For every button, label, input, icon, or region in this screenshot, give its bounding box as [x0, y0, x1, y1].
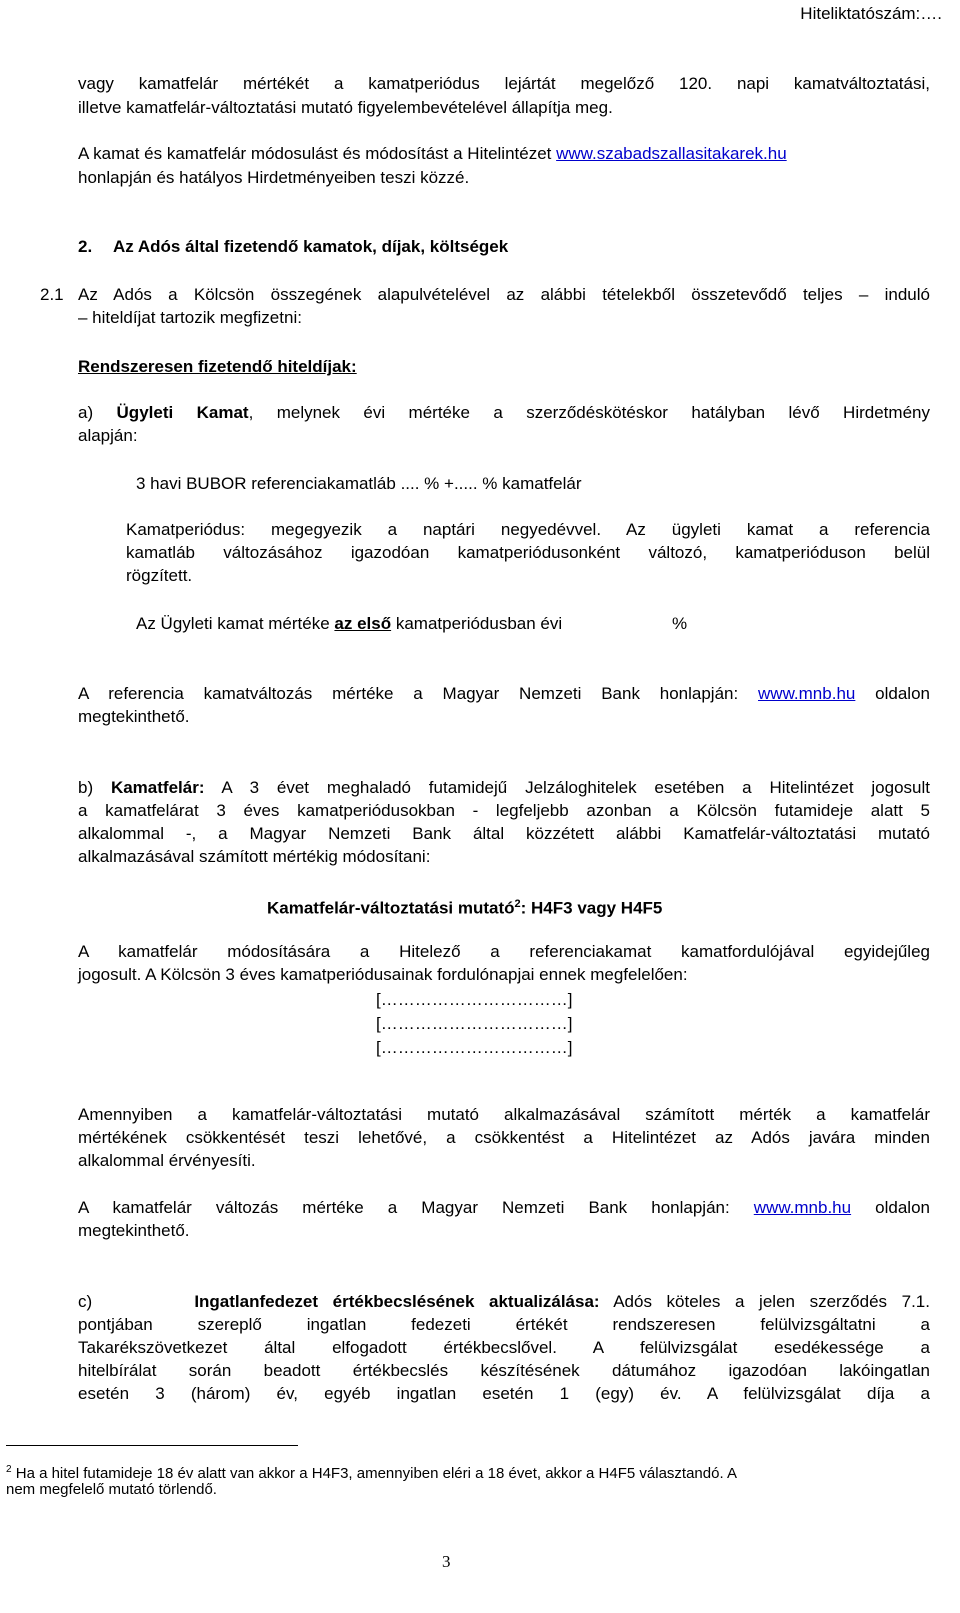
section-number: 2.	[78, 237, 93, 256]
reference-rate-line-1: A referencia kamatváltozás mértéke a Magyar Nemzeti Bank honlapján: www.mnb.hu oldalon	[78, 684, 930, 703]
mnb-link-2[interactable]: www.mnb.hu	[753, 1198, 852, 1217]
margin-change-ref-line-2: megtekinthető.	[78, 1221, 190, 1240]
margin-index-heading: Kamatfelár-változtatási mutató$^2$: H4F3 vagy H4F5	[267, 898, 663, 918]
footnote-separator	[6, 1445, 298, 1446]
item-c-line-1: c) Ingatlanfedezet értékbecslésének aktualizálása: Adós köteles a jelen szerződés 7.1.	[78, 1292, 930, 1311]
first-period-percent: %	[672, 614, 688, 633]
interest-period-line-3: rögzített.	[126, 566, 193, 585]
item-b-line-3: alkalommal -, a Magyar Nemzeti Bank által közzétett alábbi Kamatfelár-változtatási mutató	[78, 824, 930, 843]
subsection-line-2: – hiteldíjat tartozik megfizetni:	[78, 308, 302, 327]
item-c-line-5: esetén 3 (három) év, egyéb ingatlan esetén 1 (egy) év. A felülvizsgálat díja a	[78, 1384, 930, 1403]
intro-line-3: A kamat és kamatfelár módosulást és módosítást a Hitelintézet www.szabadszallasitakarek.hu	[78, 144, 787, 163]
footnote-line-1: $^2$ Ha a hitel futamideje 18 év alatt van akkor a H4F3, amennyiben eléri a 18 évet, akkor a H4F5 választandó. A	[6, 1464, 737, 1482]
item-a-line-1: a) Ügyleti Kamat, melynek évi mértéke a szerződéskötéskor hatályban lévő Hirdetmény	[78, 403, 930, 422]
date-blank-3[interactable]: [……………………………]	[376, 1038, 573, 1057]
section-title: Az Adós által fizetendő kamatok, díjak, költségek	[113, 237, 509, 256]
item-b-line-2: a kamatfelárat 3 éves kamatperiódusokban - legfeljebb azonban a Kölcsön futamideje alatt 5	[78, 801, 930, 820]
date-blank-2[interactable]: [……………………………]	[376, 1014, 573, 1033]
item-c-line-4: hitelbírálat során beadott értékbecslés készítésének dátumához igazodóan lakóingatlan	[78, 1361, 930, 1380]
subsection-number: 2.1	[40, 285, 64, 304]
item-a-line-2: alapján:	[78, 426, 138, 445]
page-number: 3	[442, 1552, 451, 1571]
item-c-line-2: pontjában szereplő ingatlan fedezeti értékét rendszeresen felülvizsgáltatni a	[78, 1315, 930, 1334]
subsection-line-1: Az Adós a Kölcsön összegének alapulvételével az alábbi tételekből összetevődő teljes – induló	[78, 285, 930, 304]
intro-line-1: vagy kamatfelár mértékét a kamatperiódus lejártát megelőző 120. napi kamatváltoztatási,	[78, 74, 930, 93]
decrease-line-2: mértékének csökkentését teszi lehetővé, a csökkentést a Hitelintézet az Adós javára minden	[78, 1128, 930, 1147]
date-blank-1[interactable]: [……………………………]	[376, 990, 573, 1009]
interest-period-line-2: kamatláb változásához igazodóan kamatperiódusonként változó, kamatperióduson belül	[126, 543, 930, 562]
item-b-line-4: alkalmazásával számított mértékig módosítani:	[78, 847, 431, 866]
interest-period-line-1: Kamatperiódus: megegyezik a naptári negyedévvel. Az ügyleti kamat a referencia	[126, 520, 930, 539]
intro-line-2: illetve kamatfelár-változtatási mutató figyelembevételével állapítja meg.	[78, 98, 613, 117]
reference-rate-line-2: megtekinthető.	[78, 707, 190, 726]
bubor-rate-line: 3 havi BUBOR referenciakamatláb .... % +..... % kamatfelár	[136, 474, 582, 493]
first-period-rate-line: Az Ügyleti kamat mértéke az első kamatperiódusban évi	[136, 614, 563, 633]
intro-line-4: honlapján és hatályos Hirdetményeiben teszi közzé.	[78, 168, 470, 187]
item-b-line-1: b) Kamatfelár: A 3 évet meghaladó futamidejű Jelzáloghitelek esetében a Hitelintézet jogosult	[78, 778, 930, 797]
header-reference: Hiteliktatószám:….	[800, 4, 942, 23]
mnb-link[interactable]: www.mnb.hu	[758, 684, 856, 703]
decrease-line-3: alkalommal érvényesíti.	[78, 1151, 256, 1170]
regular-fees-heading: Rendszeresen fizetendő hiteldíjak:	[78, 357, 357, 376]
footnote-line-2: nem megfelelő mutató törlendő.	[6, 1481, 217, 1498]
margin-change-line-1: A kamatfelár módosítására a Hitelező a referenciakamat kamatfordulójával egyidejűleg	[78, 942, 930, 961]
footnote-ref: 2	[514, 898, 521, 910]
margin-change-ref-line-1: A kamatfelár változás mértéke a Magyar Nemzeti Bank honlapján: www.mnb.hu oldalon	[78, 1198, 930, 1217]
bank-website-link[interactable]: www.szabadszallasitakarek.hu	[556, 144, 787, 163]
item-c-line-3: Takarékszövetkezet által elfogadott értékbecslővel. A felülvizsgálat esedékessége a	[78, 1338, 930, 1357]
decrease-line-1: Amennyiben a kamatfelár-változtatási mutató alkalmazásával számított mérték a kamatfelár	[78, 1105, 930, 1124]
margin-change-line-2: jogosult. A Kölcsön 3 éves kamatperiódusainak fordulónapjai ennek megfelelően:	[78, 965, 688, 984]
